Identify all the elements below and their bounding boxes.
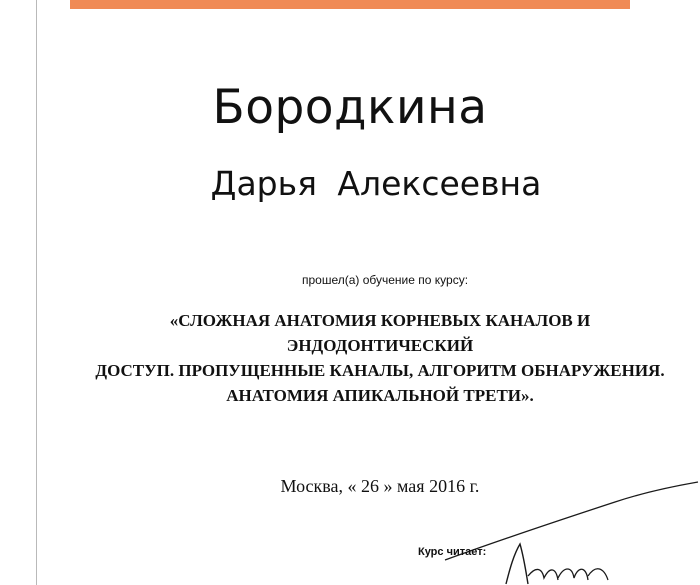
course-title-line-3: АНАТОМИЯ АПИКАЛЬНОЙ ТРЕТИ». <box>226 386 534 405</box>
recipient-surname: Бородкина <box>212 80 488 135</box>
course-title-line-1: «СЛОЖНАЯ АНАТОМИЯ КОРНЕВЫХ КАНАЛОВ И ЭНДОДОНТИЧЕСКИЙ <box>169 311 591 355</box>
course-title-line-2: ДОСТУП. ПРОПУЩЕННЫЕ КАНАЛЫ, АЛГОРИТМ ОБНАРУЖЕНИЯ. <box>95 361 665 380</box>
course-title <box>80 308 680 408</box>
signature-icon <box>440 480 700 585</box>
city-and-date: Москва, « 26 » мая 2016 г. <box>280 476 480 496</box>
recipient-given-names: Дарья Алексеевна <box>210 164 542 203</box>
top-orange-band <box>70 0 630 9</box>
lecturer-label: Курс читает: <box>418 546 487 558</box>
completed-course-label: прошел(а) обучение по курсу: <box>301 273 469 287</box>
